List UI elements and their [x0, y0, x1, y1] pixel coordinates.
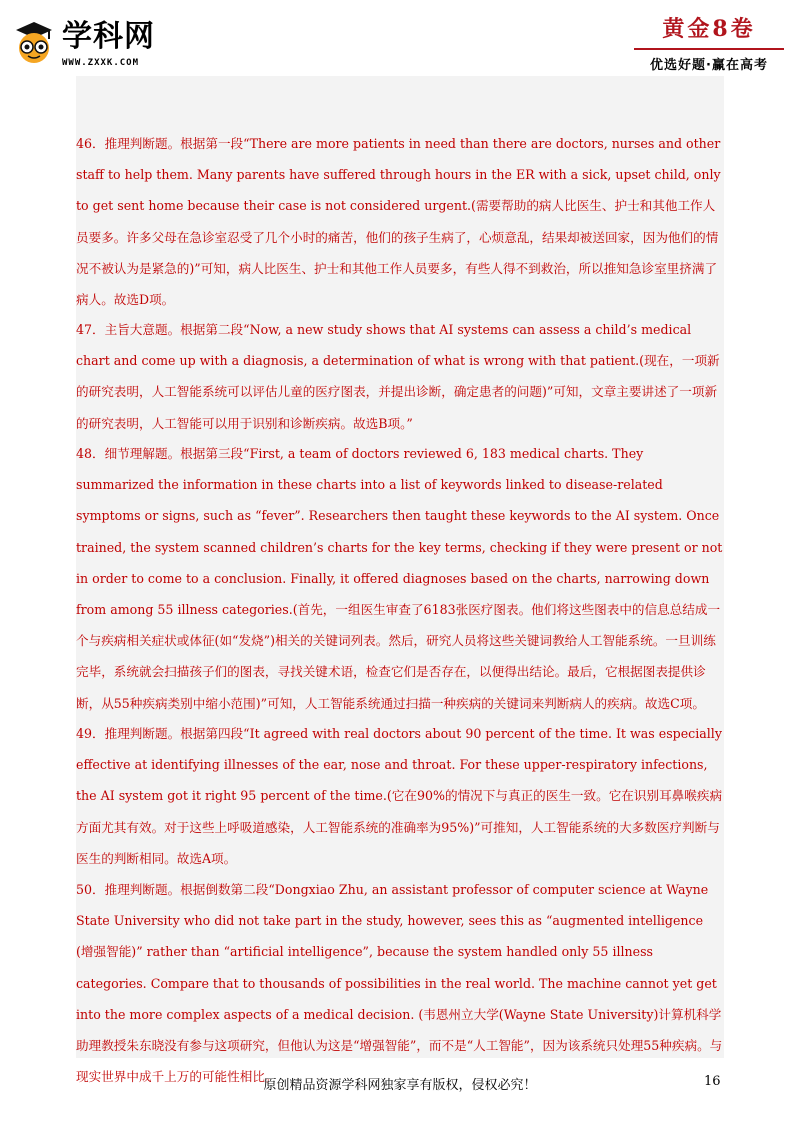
explanation-q46: 46．推理判断题。根据第一段“There are more patients in need than there are doctors, nurses and other staff to help them. Many parents have suffered through hours in the ER with a sick, upset child, only to get sent home because their case is not considered urgent.(需要帮助的病人比医生、护士和其他工作人员要多。许多父母在急诊室忍受了几个小时的痛苦，他们的孩子生病了，心烦意乱，结果却被送回家，因为他们的情况不被认为是紧急的)”可知，病人比医生、护士和其他工作人员要多，有些人得不到救治，所以推知急诊室里挤满了病人。故选D项。 — [76, 136, 721, 308]
brand-block — [634, 14, 784, 74]
copyright-notice: 原创精品资源学科网独家享有版权，侵权必究！ — [263, 1078, 537, 1093]
explanation-q47: 47．主旨大意题。根据第二段“Now, a new study shows that AI systems can assess a child’s medical chart and come up with a diagnosis, a determination of what is wrong with that patient.(现在，一项新的研究表明，人工智能系统可以评估儿童的医疗图表，并提出诊断，确定患者的问题)”可知，文章主要讲述了一项新的研究表明，人工智能可以用于识别和诊断疾病。故选B项。” — [76, 322, 720, 431]
explanation-q50: 50．推理判断题。根据倒数第二段“Dongxiao Zhu, an assistant professor of computer science at Wayne State University who did not take part in the study, however, sees this as “augmented intelligence (增强智能)” rather than “artificial intelligence”, because the system handled only 55 illness categories. Compare that to thousands of possibilities in the real world. The machine cannot yet get into the more complex aspects of a medical decision. (韦恩州立大学(Wayne State University)计算机科学助理教授朱东晓没有参与这项研究，但他认为这是“增强智能”，而不是“人工智能”，因为该系统只处理55种疾病。与现实世界中成千上万的可能性相比。 — [76, 882, 723, 1085]
owl-mascot-icon — [12, 20, 56, 64]
logo-text: 学科网 — [62, 19, 155, 54]
page-header — [0, 0, 800, 80]
brand-divider — [634, 48, 784, 50]
explanation-q49: 49．推理判断题。根据第四段“It agreed with real doctors about 90 percent of the time. It was especially effective at identifying illnesses of the ear, nose and throat. For these upper-respiratory infections, the AI system got it right 95 percent of the time.(它在90%的情况下与真正的医生一致。它在识别耳鼻喉疾病方面尤其有效。对于这些上呼吸道感染，人工智能系统的准确率为95%)”可推知，人工智能系统的大多数医疗判断与医生的判断相同。故选A项。 — [76, 726, 723, 866]
brand-title: 黄金8卷 — [662, 16, 756, 42]
zxxk-logo[interactable] — [12, 18, 162, 76]
page-footer — [0, 1074, 800, 1098]
explanation-q48: 48．细节理解题。根据第三段“First, a team of doctors reviewed 6, 183 medical charts. They summarized the information in these charts into a list of keywords linked to disease-related symptoms or signs, such as “fever”. Researchers then taught these keywords to the AI system. Once trained, the system scanned children’s charts for the key terms, checking if they were present or not in order to come to a conclusion. Finally, it offered diagnoses based on the charts, narrowing down from among 55 illness categories.(首先，一组医生审查了6183张医疗图表。他们将这些图表中的信息总结成一个与疾病相关症状或体征(如“发烧”)相关的关键词列表。然后，研究人员将这些关键词教给人工智能系统。一旦训练完毕，系统就会扫描孩子们的图表，寻找关键术语，检查它们是否存在，以便得出结论。最后，它根据图表提供诊断，从55种疾病类别中缩小范围)”可知，人工智能系统通过扫描一种疾病的关键词来判断病人的疾病。故选C项。 — [76, 446, 723, 711]
logo-url: WWW.ZXXK.COM — [62, 58, 140, 68]
page-number: 16 — [704, 1074, 721, 1089]
brand-slogan: 优选好题·赢在高考 — [650, 58, 768, 73]
